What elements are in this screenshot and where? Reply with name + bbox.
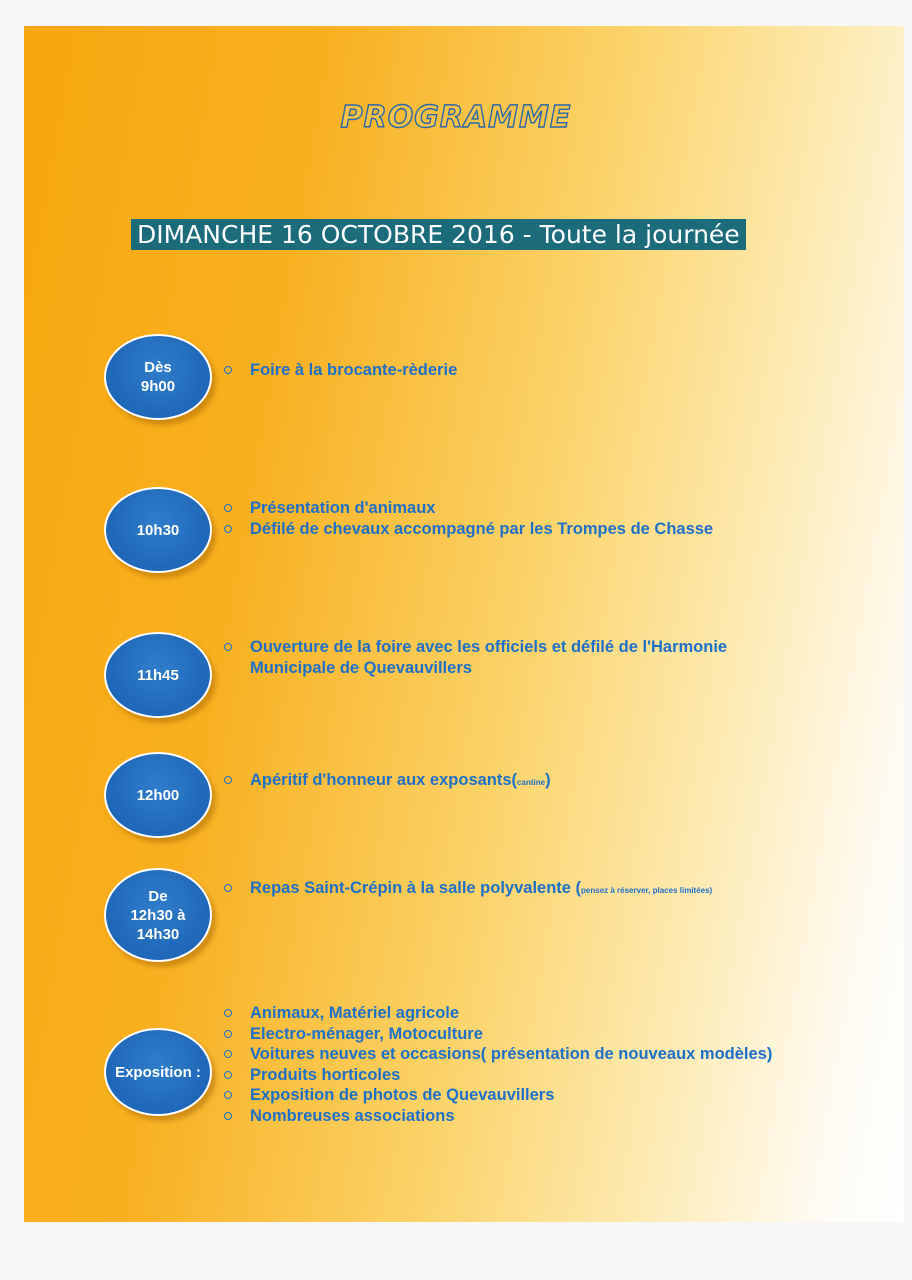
event-text: Produits horticoles: [250, 1065, 401, 1084]
event-text: Apéritif d'honneur aux exposants(: [250, 771, 518, 789]
time-badge-line: 14h30: [136, 925, 180, 943]
time-badge-line: 10h30: [136, 521, 180, 539]
bullet-icon: [224, 1050, 232, 1058]
time-badge-line: 12h30 à: [130, 906, 186, 924]
bullet-icon: [224, 525, 232, 533]
bullet-icon: [224, 1030, 232, 1038]
list-item: [222, 637, 802, 678]
list-item: [222, 360, 742, 381]
event-text: Présentation d'animaux: [250, 499, 436, 517]
time-badge-line: 12h00: [136, 786, 180, 804]
bullet-icon: [224, 643, 232, 651]
event-text: Nombreuses associations: [250, 1106, 455, 1125]
event-list: [222, 360, 742, 381]
time-badge-line: Dès: [144, 359, 172, 376]
list-item: [222, 519, 802, 540]
time-badge: [104, 487, 212, 573]
event-text: Ouverture de la foire avec les officiels et défilé de l'Harmonie Municipale de Quevauvillers: [250, 638, 728, 677]
list-item: [222, 878, 782, 902]
time-badge-line: Exposition :: [115, 1063, 201, 1081]
time-badge: [104, 334, 212, 420]
list-item: [222, 1024, 832, 1045]
list-item: [222, 1106, 832, 1127]
bullet-icon: [224, 366, 232, 374]
bullet-icon: [224, 504, 232, 512]
bullet-icon: [224, 1112, 232, 1120]
event-note: pensez à réserver, places limitées): [581, 886, 713, 895]
event-text: Electro-ménager, Motoculture: [250, 1024, 483, 1043]
event-text: Animaux, Matériel agricole: [250, 1004, 460, 1022]
list-item: [222, 1065, 832, 1086]
event-text: Défilé de chevaux accompagné par les Trompes de Chasse: [250, 519, 714, 538]
bullet-icon: [224, 1091, 232, 1099]
event-text: Repas Saint-Crépin à la salle polyvalente (: [250, 879, 582, 897]
list-item: [222, 1003, 832, 1024]
page-title: PROGRAMME: [340, 100, 572, 135]
event-text: Exposition de photos de Quevauvillers: [250, 1086, 555, 1104]
time-badge: [104, 1028, 212, 1116]
time-badge: [104, 752, 212, 838]
bullet-icon: [224, 776, 232, 784]
time-badge-line: 11h45: [137, 666, 179, 684]
event-text: Foire à la brocante-rèderie: [250, 361, 458, 379]
time-badge-line: De: [148, 887, 168, 905]
bullet-icon: [224, 1009, 232, 1017]
event-text: Voitures neuves et occasions( présentation de nouveaux modèles): [250, 1045, 773, 1063]
event-note: cantine: [517, 778, 546, 787]
list-item: [222, 770, 782, 794]
time-badge: [104, 868, 212, 962]
event-list: [222, 637, 802, 678]
list-item: [222, 1085, 832, 1106]
list-item: [222, 498, 802, 519]
event-list: [222, 770, 782, 794]
event-list: [222, 1003, 832, 1126]
event-list: [222, 878, 782, 902]
list-item: [222, 1044, 832, 1065]
time-badge: [104, 632, 212, 718]
event-list: [222, 498, 802, 539]
bullet-icon: [224, 884, 232, 892]
time-badge-line: 9h00: [140, 378, 176, 395]
bullet-icon: [224, 1071, 232, 1079]
date-banner: DIMANCHE 16 OCTOBRE 2016 - Toute la journée: [131, 219, 746, 250]
event-text-close: ): [545, 771, 551, 789]
